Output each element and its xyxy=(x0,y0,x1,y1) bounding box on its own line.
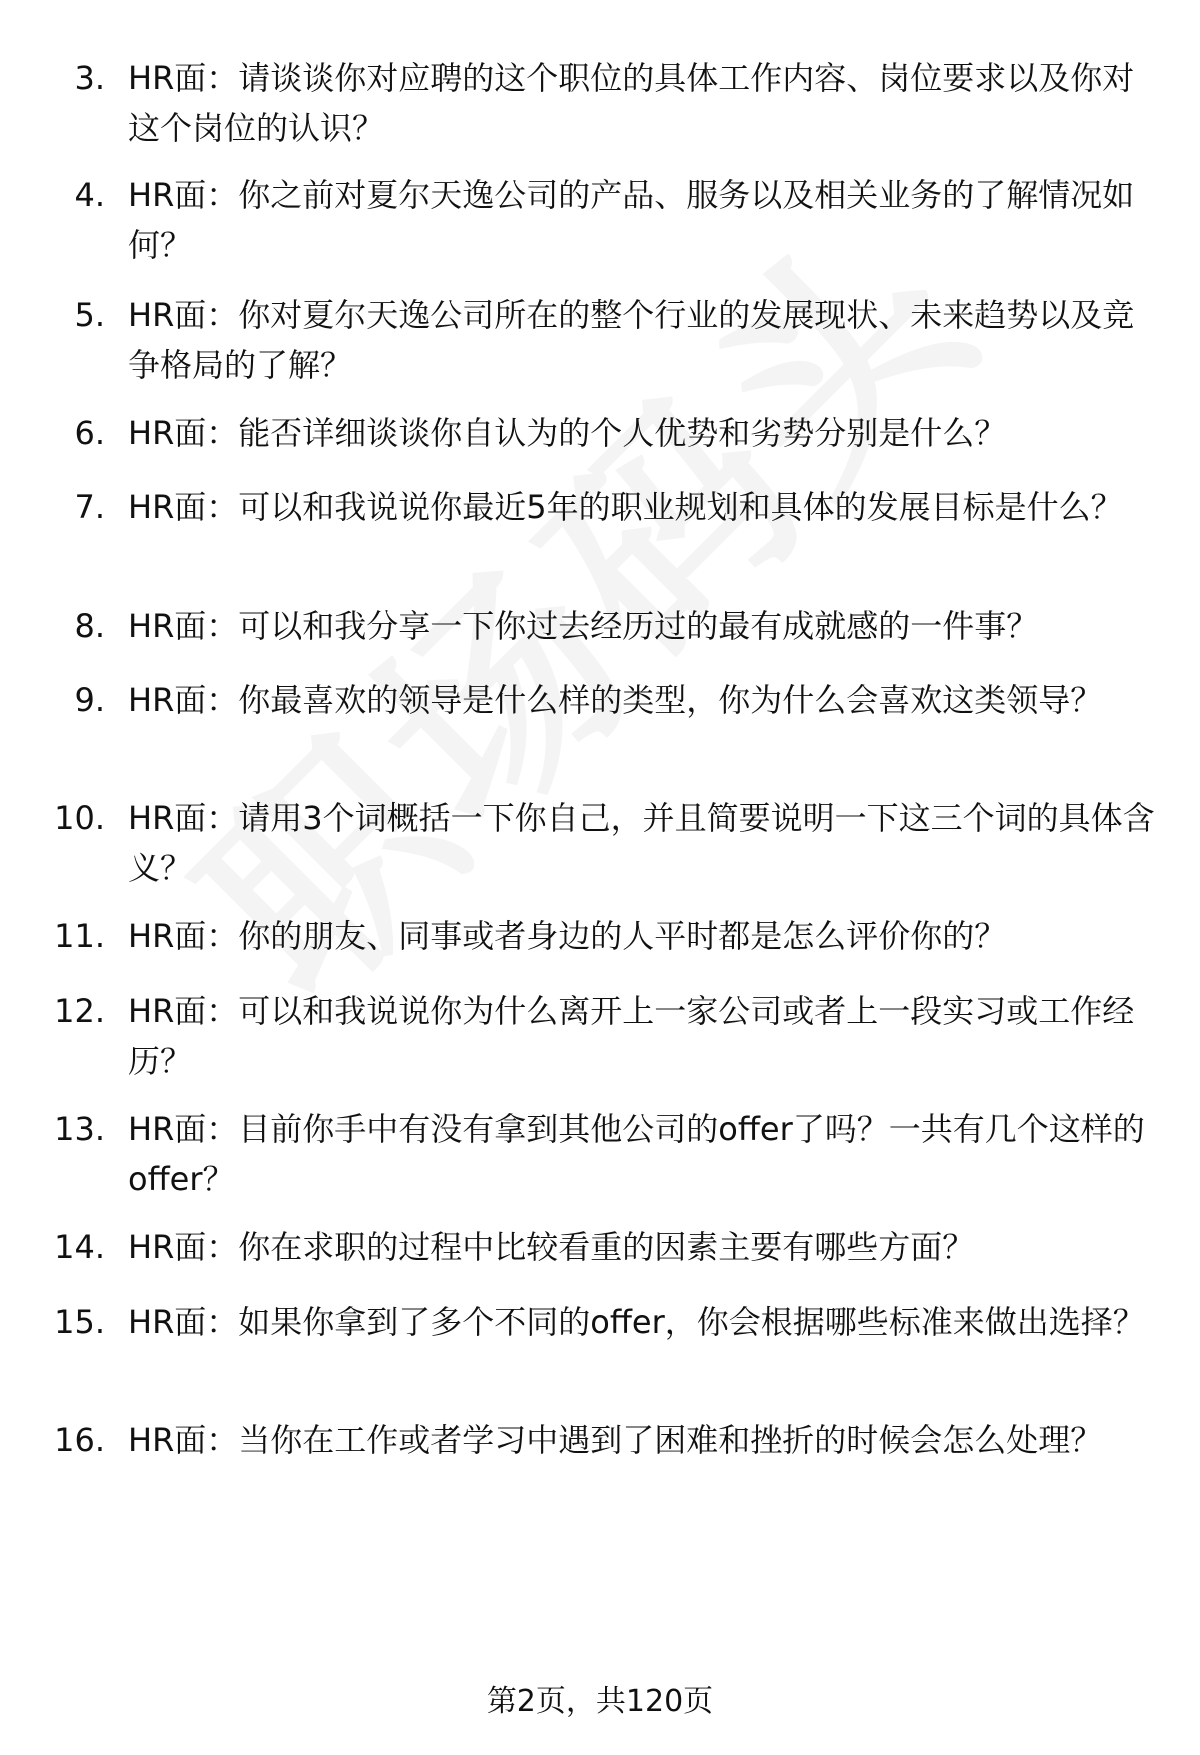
question-text: HR面：请用3个词概括一下你自己，并且简要说明一下这三个词的具体含义？ xyxy=(128,799,1155,887)
question-text: HR面：你之前对夏尔天逸公司的产品、服务以及相关业务的了解情况如何？ xyxy=(128,176,1135,264)
question-number: 6. xyxy=(74,414,105,452)
question-number: 9. xyxy=(74,681,105,719)
question-text: HR面：可以和我分享一下你过去经历过的最有成就感的一件事？ xyxy=(128,607,1039,645)
question-number: 5. xyxy=(74,296,105,334)
question-text: HR面：你最喜欢的领导是什么样的类型，你为什么会喜欢这类领导？ xyxy=(128,681,1103,719)
question-text: HR面：你对夏尔天逸公司所在的整个行业的发展现状、未来趋势以及竞争格局的了解？ xyxy=(128,296,1135,384)
question-number: 4. xyxy=(74,176,105,214)
question-text: HR面：如果你拿到了多个不同的offer，你会根据哪些标准来做出选择？ xyxy=(128,1303,1145,1341)
question-number: 10. xyxy=(54,799,105,837)
question-text: HR面：你在求职的过程中比较看重的因素主要有哪些方面？ xyxy=(128,1228,975,1266)
question-text: HR面：目前你手中有没有拿到其他公司的offer了吗？一共有几个这样的offer？ xyxy=(128,1110,1145,1198)
question-number: 7. xyxy=(74,488,105,526)
question-text: HR面：可以和我说说你为什么离开上一家公司或者上一段实习或工作经历？ xyxy=(128,992,1135,1080)
question-number: 12. xyxy=(54,992,105,1030)
question-number: 11. xyxy=(54,917,105,955)
question-number: 16. xyxy=(54,1421,105,1459)
question-number: 14. xyxy=(54,1228,105,1266)
question-text: HR面：你的朋友、同事或者身边的人平时都是怎么评价你的？ xyxy=(128,917,1007,955)
question-number: 13. xyxy=(54,1110,105,1148)
question-text: HR面：可以和我说说你最近5年的职业规划和具体的发展目标是什么？ xyxy=(128,488,1123,526)
question-text: HR面：能否详细谈谈你自认为的个人优势和劣势分别是什么？ xyxy=(128,414,1007,452)
question-number: 15. xyxy=(54,1303,105,1341)
question-number: 3. xyxy=(74,59,105,97)
question-text: HR面：请谈谈你对应聘的这个职位的具体工作内容、岗位要求以及你对这个岗位的认识？ xyxy=(128,59,1135,147)
question-number: 8. xyxy=(74,607,105,645)
page-number: 第2页，共120页 xyxy=(486,1684,714,1719)
question-text: HR面：当你在工作或者学习中遇到了困难和挫折的时候会怎么处理？ xyxy=(128,1421,1103,1459)
